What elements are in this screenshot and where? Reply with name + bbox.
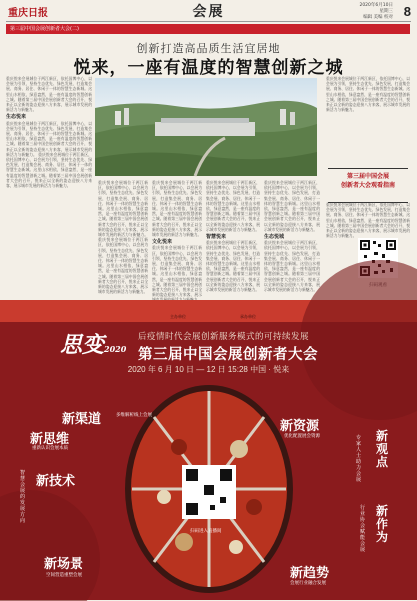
article-headline: 悦来，一座有温度的智慧创新之城	[73, 58, 344, 78]
article-column-2: 重庆悦来会展城位于两江新区，依托国博中心，以会展为引领，坚持生态优先、绿色发展，打造集会展、商务、居住、休闲于一体的智慧生态新城。这里山水相依，绿意盎然，是一座有温度的智慧创新之城。随着第三届中国会展创新者大会的召开，悦来正以全新的姿态迎接八方来客，展示城市发展的新活力与新魅力。 重庆悦来会展城位于两江新区，依托国博中心，以会展为引领，坚持生态优先、绿色发展，打造集会展、商务、居住、休闲于一体的智慧生态新城。这里山水相依，绿意盎然，是一座有温度的智慧创新之城。随着第三届中国会展创新者大会的召开，悦来正以全新的姿态迎接八方来客，展示城市发展的新活力与新魅力。	[98, 180, 148, 295]
label-new-viewpoints-sub: 专家人士助力会展	[356, 435, 362, 483]
conference-date: 2020 年 6 月 10 日 — 12 日 15:28 中国 · 悦来	[127, 365, 290, 374]
article-column-6: 重庆悦来会展城位于两江新区，依托国博中心，以会展为引领，坚持生态优先、绿色发展，打造集会展、商务、居住、休闲于一体的智慧生态新城。这里山水相依，绿意盎然，是一座有温度的智慧创新之城。随着第三届中国会展创新者大会的召开，悦来正以全新的姿态迎接八方来客，展示城市发展的新活力与新魅力。	[326, 76, 410, 113]
conference-title: 第三届中国会展创新者大会	[138, 346, 318, 363]
article-column-3: 重庆悦来会展城位于两江新区，依托国博中心，以会展为引领，坚持生态优先、绿色发展，打造集会展、商务、居住、休闲于一体的智慧生态新城。这里山水相依，绿意盎然，是一座有温度的智慧创新之城。随着第三届中国会展创新者大会的召开，悦来正以全新的姿态迎接八方来客，展示城市发展的新活力与新魅力。 文化悦来 重庆悦来会展城位于两江新区，依托国博中心，以会展为引领，坚持生态优先、绿色发展，打造集会展、商务、居住、休闲于一体的智慧生态新城。这里山水相依，绿意盎然，是一座有温度的智慧创新之城。随着第三届中国会展创新者大会的召开，悦来正以全新的姿态迎接八方来客，展示	[152, 180, 202, 298]
hotpot-illustration	[124, 377, 294, 597]
label-new-scenarios: 新场景	[44, 557, 84, 572]
section-heading: 生态悦城	[264, 234, 285, 241]
label-new-scenarios-sub: 空间营造重塑会展	[46, 573, 82, 578]
label-new-thinking-sub: 重新认识会展本质	[32, 446, 68, 451]
guide-title-line1: 第三届中国会展	[346, 173, 389, 180]
article-column-5: 重庆悦来会展城位于两江新区，依托国博中心，以会展为引领，坚持生态优先、绿色发展，打造集会展、商务、居住、休闲于一体的智慧生态新城。这里山水相依，绿意盎然，是一座有温度的智慧创新之城。随着第三届中国会展创新者大会的召开，悦来正以全新的姿态迎接八方来客，展示城市发展的新活力与新魅力。 生态悦城 重庆悦来会展城位于两江新区，依托国博中心，以会展为引领，坚持生态优先、绿色发展，打造集会展、商务、居住、休闲于一体的智慧生态新城。这里山水相依，绿意盎然，是一座有温度的智慧创新之城。随着第三届中国会展创新者大会的召开，悦来正以全新的姿态迎接八方来客，展示城市发展的新活力与新魅力。	[264, 180, 320, 293]
issue-banner: 第三届中国会展创新者大会(二)	[6, 24, 410, 34]
section-heading: 生态悦来	[6, 114, 27, 121]
section-title: 会展	[192, 4, 225, 20]
conference-tagline: 后疫情时代会展创新服务模式的可持续发展	[138, 332, 310, 342]
label-new-resources: 新资源	[280, 419, 320, 434]
label-new-technology: 新技术	[36, 474, 76, 489]
article-subtitle: 创新打造高品质生活宜居地	[136, 42, 281, 55]
pot-caption: 扫码进入直播间	[190, 529, 222, 534]
guide-text: 重庆悦来会展城位于两江新区，依托国博中心，以会展为引领，坚持生态优先、绿色发展，打造集会展、商务、居住、休闲于一体的智慧生态新城。这里山水相依，绿意盎然，是一座有温度的智慧创新之城。随着第三届中国会展创新者大会的召开，悦来正以全新的姿态迎接八方来客，展示城市发展的新活力与新魅力。	[326, 202, 410, 239]
label-new-resources-sub: 优化配置展会资源	[284, 434, 320, 439]
slogan-graphic	[60, 328, 126, 359]
date-info	[359, 3, 393, 21]
label-new-actions-sub: 行业协会赋能会展	[360, 505, 366, 553]
masthead	[0, 0, 417, 22]
label-new-viewpoints: 新观点	[376, 429, 389, 469]
slogan-year: 2020	[104, 344, 127, 354]
label-new-thinking: 新思维	[30, 432, 70, 447]
label-new-actions: 新作为	[376, 504, 389, 544]
article-column-1: 重庆悦来会展城位于两江新区，依托国博中心，以会展为引领，坚持生态优先、绿色发展，打造集会展、商务、居住、休闲于一体的智慧生态新城。这里山水相依，绿意盎然，是一座有温度的智慧创新之城。随着第三届中国会展创新者大会的召开，悦来正以全新的姿态迎接八方来客，展示城市发展的新活力与新魅力。 生态悦来 重庆悦来会展城位于两江新区，依托国博中心，以会展为引领，坚持生态优先、绿色发展，打造集会展、商务、居住、休闲于一体的智慧生态新城。这里山水相依，绿意盎然，是一座有温度的智慧创新之城。随着第三届中国会展创新者大会的召开，悦来正以全新的姿态迎接八方来客，展示城市发展的新活力与新魅力。 重庆悦来会展城位于两江新区，依托国博中心，以会展为引领，坚持生态优先、绿色发展，打造集会展、商务、居住、休闲于一体的智慧生态新城。这里山水相依，绿意盎然，是一座有温度的智慧创新之城。随着第三届中国会展创新者大会的召开，悦来正以全新的姿态迎接八方来客，展示城市发展的新活力与新魅力。	[6, 76, 93, 189]
header-divider	[6, 21, 411, 22]
label-new-channels-sub: 多维解析线上会展	[116, 413, 152, 418]
date-line: 2020年6月10日	[359, 3, 393, 8]
guide-title-line2: 创新者大会观看指南	[340, 182, 395, 189]
section-heading: 文化悦来	[152, 239, 173, 246]
editor-line: 编辑 美编 校对	[363, 15, 393, 20]
section-heading: 智慧悦来	[206, 234, 227, 241]
city-aerial-photo	[95, 78, 317, 176]
label-new-trends-sub: 会展行业融合发展	[290, 581, 326, 586]
viewing-guide-box	[328, 168, 408, 203]
page-number: 8	[403, 4, 411, 19]
weekday-line: 星期三	[379, 9, 393, 14]
article-column-4: 重庆悦来会展城位于两江新区，依托国博中心，以会展为引领，坚持生态优先、绿色发展，打造集会展、商务、居住、休闲于一体的智慧生态新城。这里山水相依，绿意盎然，是一座有温度的智慧创新之城。随着第三届中国会展创新者大会的召开，悦来正以全新的姿态迎接八方来客，展示城市发展的新活力与新魅力。 智慧悦来 重庆悦来会展城位于两江新区，依托国博中心，以会展为引领，坚持生态优先、绿色发展，打造集会展、商务、居住、休闲于一体的智慧生态新城。这里山水相依，绿意盎然，是一座有温度的智慧创新之城。随着第三届中国会展创新者大会的召开，悦来正以全新的姿态迎接八方来客，展示城市发展的新活力与新魅力。	[206, 180, 260, 293]
label-new-trends: 新趋势	[290, 566, 330, 581]
label-new-channels: 新渠道	[62, 412, 102, 427]
sponsor-left: 主办单位	[170, 314, 186, 319]
newspaper-logo: 重庆日报	[8, 8, 48, 19]
sponsor-right: 承办单位	[240, 314, 256, 319]
label-new-technology-sub: 智慧会展的发展方向	[20, 470, 26, 524]
slogan-text: 思变	[60, 332, 105, 358]
